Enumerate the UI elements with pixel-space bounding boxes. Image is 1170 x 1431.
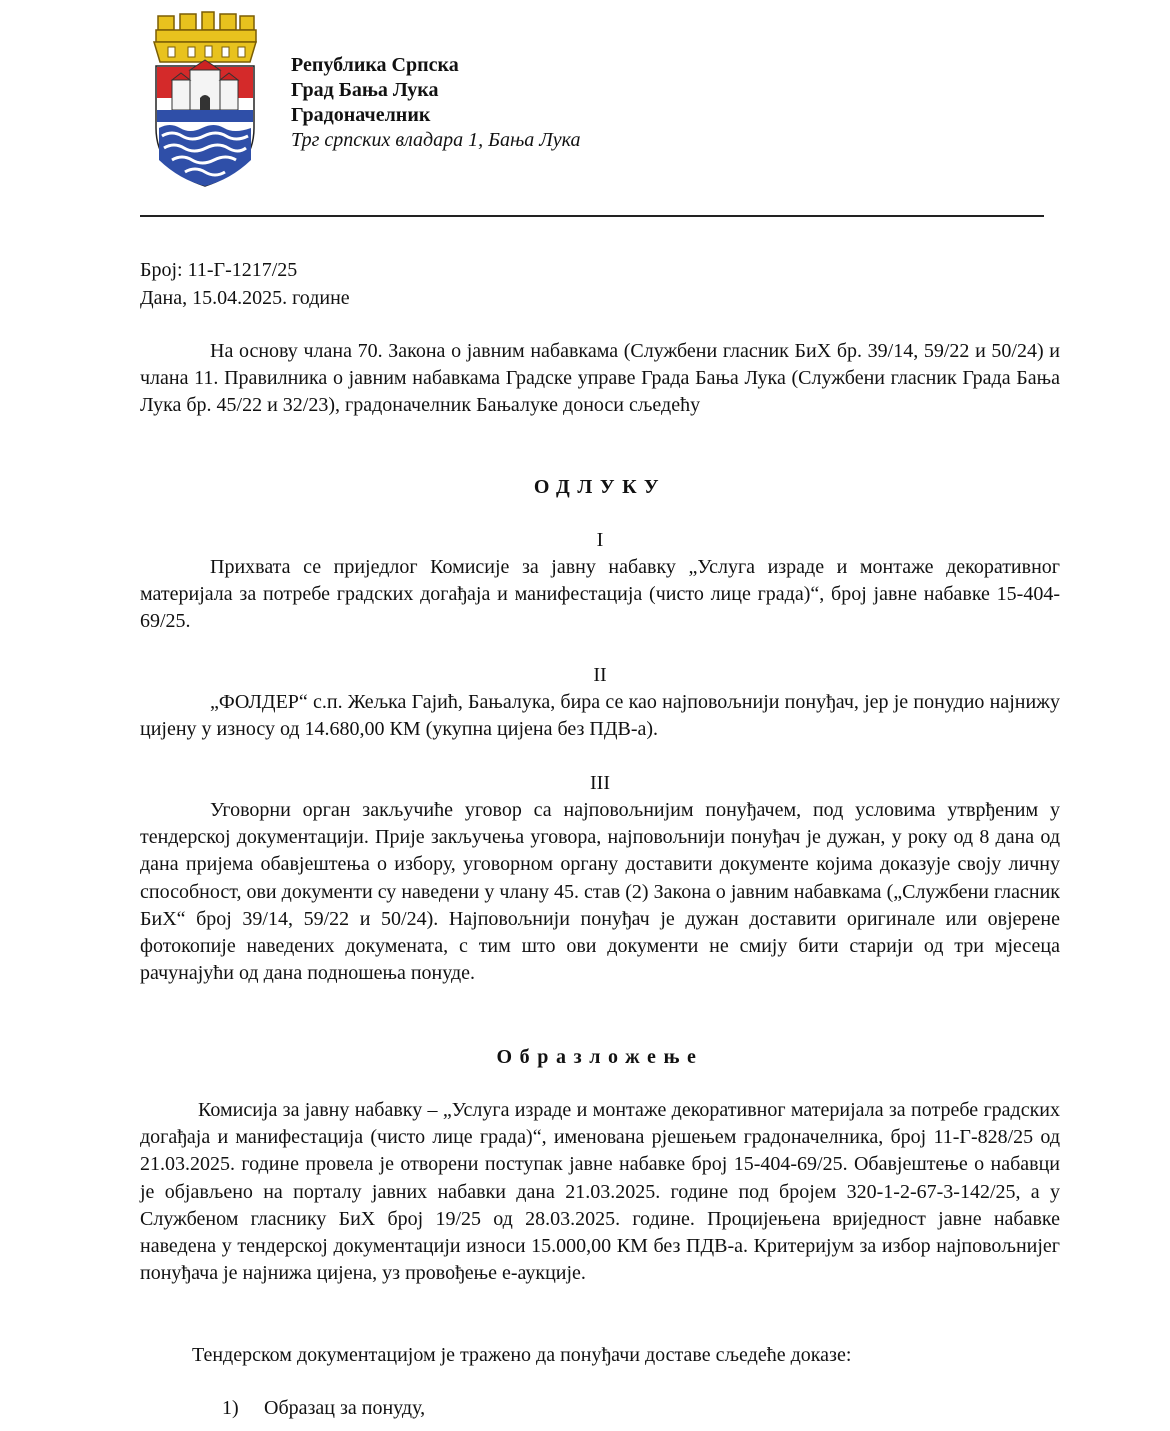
section-text: „ФОЛДЕР“ с.п. Жељка Гајић, Бањалука, бира се као најповољнији понуђач, јер је понудио најнижу цијену у износу од 14.680,00 КМ (укупна цијена без ПДВ-а). xyxy=(140,691,1060,741)
section-3 xyxy=(140,770,1060,987)
section-text: Уговорни орган закључиће уговор са најповољнијим понуђачем, под условима утврђеним у тендерској документацији. Прије закључења уговора, најповољнији понуђач је дужан, у року од 8 дана од дана пријема обавјештења о избору, уговорном органу доставити документе којима доказује своју личну способност, ови документи су наведени у члану 45. став (2) Закона о јавним набавкама („Службени гласник БиХ“ број 39/14, 59/22 и 50/24). Најповољнији понуђач је дужан доставити оригинале или овјерене фотокопије наведених докумената, с тим што ови документи не смију бити старији од три мјесеца рачунајући од дана подношења понуде. xyxy=(140,799,1060,985)
section-numeral: III xyxy=(590,772,610,794)
document-number: Број: 11-Г-1217/25 xyxy=(140,259,298,281)
reasoning-paragraph: Комисија за јавну набавку – „Услуга израде и монтаже декоративног материјала за потребе градских догађаја и манифестација (чисто лице града)“, именована рјешењем градоначелника, број 11-Г-828/25 од 21.03.2025. године провела је отворени поступак јавне набавке број 15-404-69/25. Обавјештење о набавци је објављено на порталу јавних набавки дана 21.03.2025. године под бројем 320-1-2-67-3-142/25, а у Службеном гласнику БиХ број 19/25 од 28.03.2025. године. Процијењена вриједност јавне набавке наведена у тендерској документацији износи 15.000,00 КМ без ПДВ-а. Критеријум за избор најповољнијег понуђача је најнижа цијена, уз провођење е-аукције. xyxy=(140,1099,1060,1285)
list-item xyxy=(222,1397,425,1420)
section-2 xyxy=(140,662,1060,743)
issuer-office: Градоначелник xyxy=(291,104,431,126)
section-numeral: II xyxy=(593,664,607,686)
list-item-text: Образац за понуду, xyxy=(264,1397,426,1419)
header-divider xyxy=(140,215,1044,217)
issuer-republic: Република Српска xyxy=(291,54,459,76)
evidence-intro: Тендерском документацијом је тражено да понуђачи доставе сљедеће доказе: xyxy=(192,1344,852,1366)
evidence-intro-block xyxy=(140,1342,1060,1369)
reasoning-title-block xyxy=(140,1042,1060,1072)
coat-of-arms-logo xyxy=(150,10,260,188)
reasoning-block xyxy=(140,1097,1060,1287)
section-1 xyxy=(140,527,1060,636)
intro-block xyxy=(140,338,1060,420)
issuer-city: Град Бања Лука xyxy=(291,79,439,101)
issuer-header xyxy=(291,53,581,153)
section-numeral: I xyxy=(596,529,604,551)
reasoning-title: Образложење xyxy=(496,1046,704,1068)
document-date: Дана, 15.04.2025. године xyxy=(140,287,350,309)
decision-title: ОДЛУКУ xyxy=(533,476,667,498)
list-item-number: 1) xyxy=(222,1397,239,1419)
issuer-address: Трг српских владара 1, Бања Лука xyxy=(291,129,581,151)
section-text: Прихвата се приједлог Комисије за јавну набавку „Услуга израде и монтаже декоративног материјала за потребе градских догађаја и манифестација (чисто лице града)“, број јавне набавке 15-404-69/25. xyxy=(140,556,1060,633)
decision-title-block xyxy=(140,472,1060,502)
document-meta xyxy=(140,256,1060,312)
intro-paragraph: На основу члана 70. Закона о јавним набавкама (Службени гласник БиХ бр. 39/14, 59/22 и 50/24) и члана 11. Правилника о јавним набавкама Градске управе Града Бања Лука (Службени гласник Града Бања Лука бр. 45/22 и 32/23), градоначелник Бањалуке доноси сљедећу xyxy=(140,340,1060,417)
